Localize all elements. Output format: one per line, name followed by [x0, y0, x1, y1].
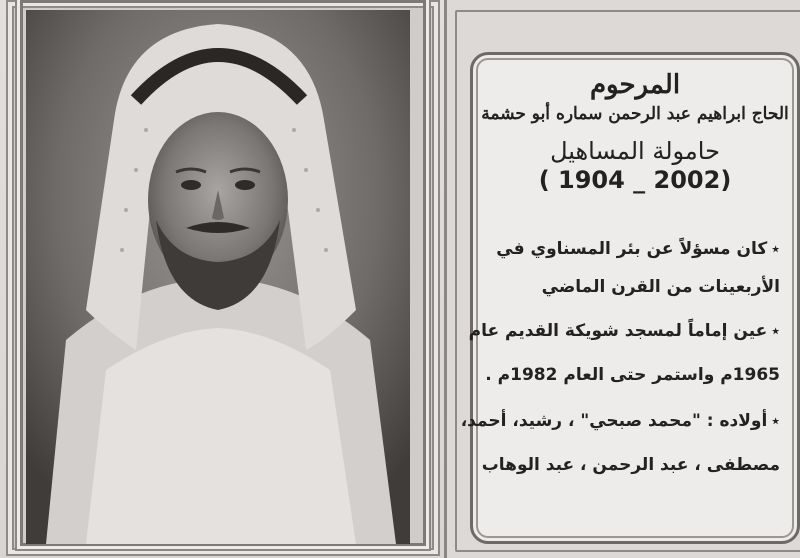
bio-line-5	[460, 410, 780, 432]
bio-line-1	[480, 238, 780, 260]
bio-line-5-text: أولاده : "محمد صبحي" ، رشيد، أحمد،	[460, 411, 768, 431]
bio-line-3-text: عين إماماً لمسجد شويكة القديم عام	[468, 321, 768, 341]
star-bullet-icon: ٭	[771, 411, 780, 430]
memorial-title: المرحوم	[589, 70, 681, 100]
memorial-card-content	[460, 70, 790, 530]
bio-line-4: 1965م واستمر حتى العام 1982م .	[485, 365, 780, 385]
deceased-name: الحاج ابراهيم عبد الرحمن سماره أبو حشمة	[481, 104, 789, 124]
bio-line-2: الأربعينات من القرن الماضي	[541, 277, 780, 297]
life-years: ( 1904 _ 2002)	[538, 166, 732, 194]
portrait-illustration	[26, 10, 410, 544]
bio-line-3	[468, 320, 780, 342]
bio-line-6: مصطفى ، عبد الرحمن ، عبد الوهاب	[481, 455, 780, 475]
star-bullet-icon: ٭	[771, 239, 780, 258]
bio-line-1-text: كان مسؤلاً عن بئر المسناوي في	[496, 239, 768, 259]
portrait-photo	[26, 10, 410, 544]
clan-name: حامولة المساهيل	[550, 137, 720, 165]
star-bullet-icon: ٭	[771, 321, 780, 340]
